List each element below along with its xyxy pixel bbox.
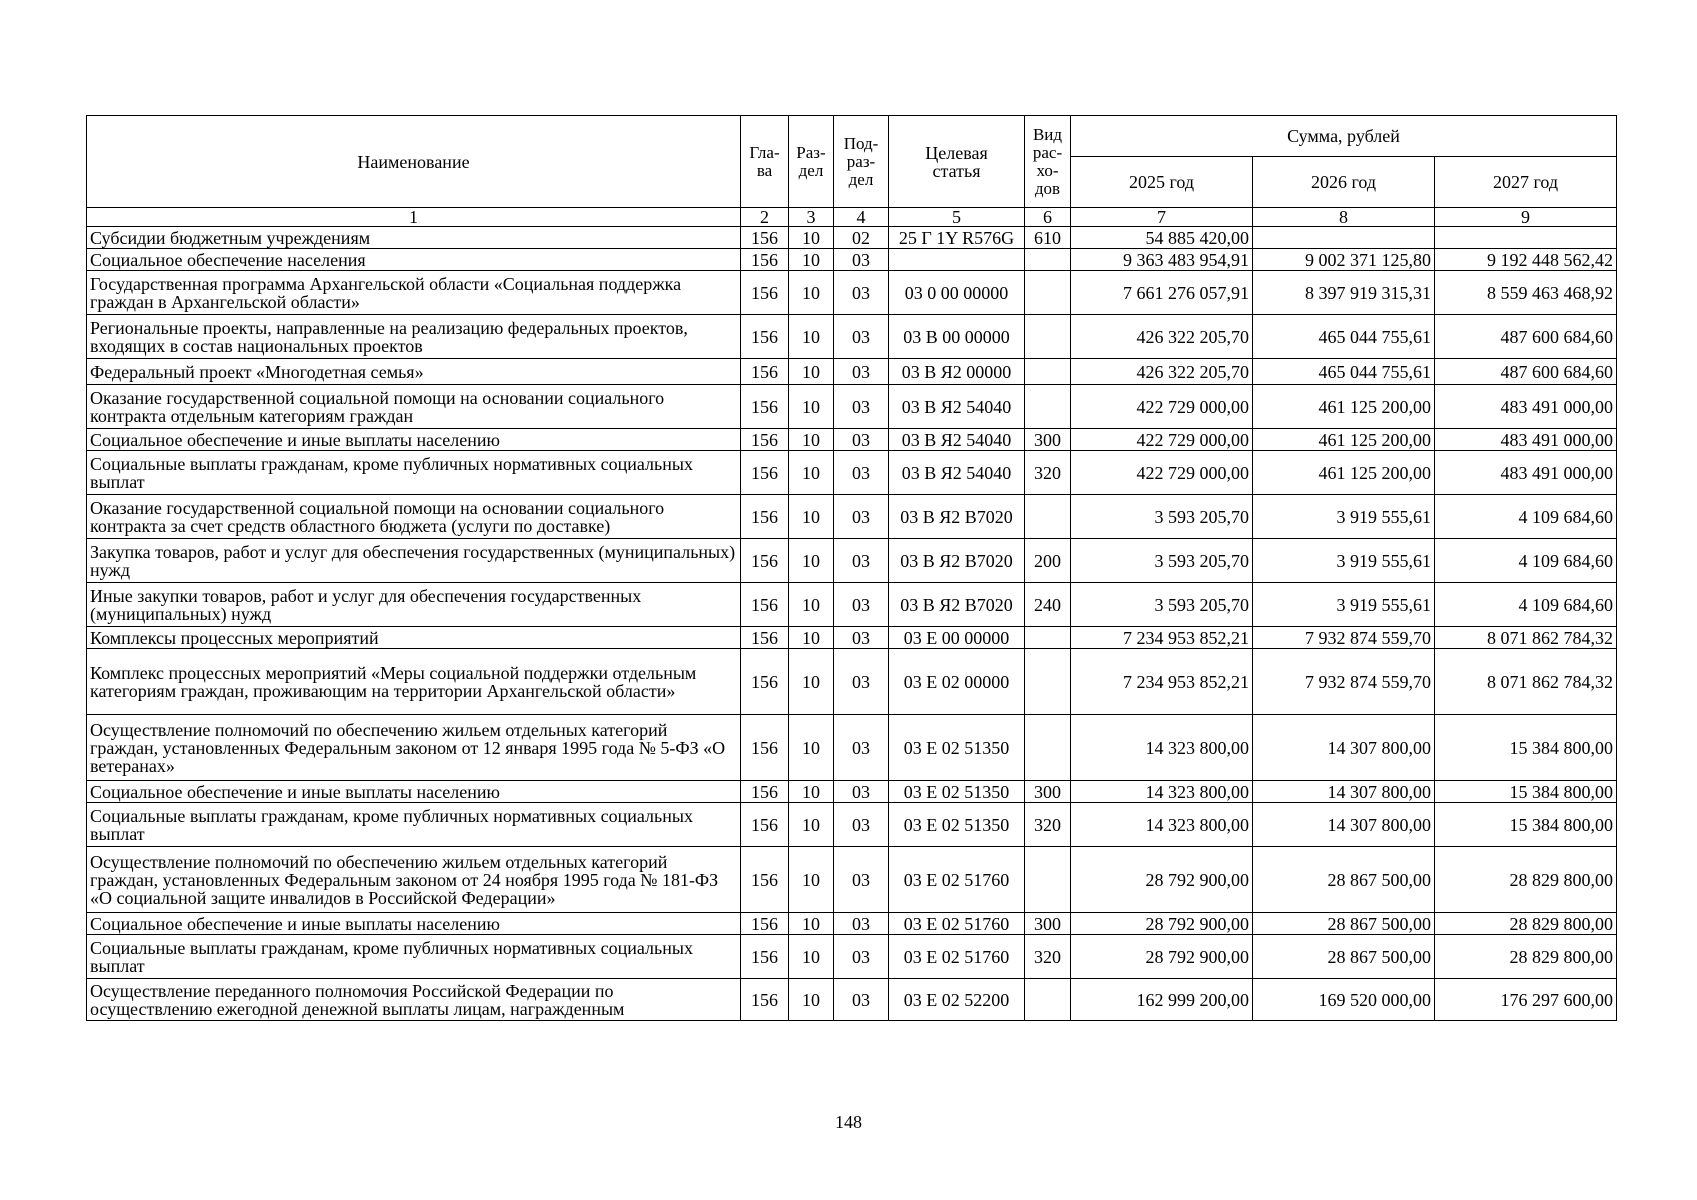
row-target-article: 03 0 00 00000 <box>889 271 1025 315</box>
row-target-article: 03 Е 02 51350 <box>889 803 1025 847</box>
table-row <box>87 249 1617 271</box>
budget-table <box>86 115 1617 1021</box>
row-razdel: 10 <box>789 227 834 249</box>
row-name: Социальные выплаты гражданам, кроме публичных нормативных социальных выплат <box>87 451 741 495</box>
table-row <box>87 583 1617 627</box>
row-target-article: 03 Е 00 00000 <box>889 627 1025 649</box>
row-name: Комплексы процессных мероприятий <box>87 627 741 649</box>
row-expense-type: 320 <box>1025 935 1071 979</box>
table-body <box>87 227 1617 1021</box>
row-amount-2026: 28 867 500,00 <box>1253 847 1435 913</box>
header-summa: Сумма, рублей <box>1071 116 1617 157</box>
row-amount-2027: 28 829 800,00 <box>1435 847 1617 913</box>
table-row <box>87 649 1617 715</box>
row-podrazdel: 03 <box>834 979 889 1021</box>
row-podrazdel: 03 <box>834 271 889 315</box>
row-amount-2027: 8 071 862 784,32 <box>1435 649 1617 715</box>
row-amount-2027: 15 384 800,00 <box>1435 803 1617 847</box>
header-glava: Гла- ва <box>741 116 789 208</box>
row-razdel: 10 <box>789 649 834 715</box>
row-target-article: 03 В Я2 00000 <box>889 359 1025 385</box>
row-amount-2027: 483 491 000,00 <box>1435 429 1617 451</box>
column-number: 8 <box>1253 208 1435 227</box>
row-amount-2027: 8 071 862 784,32 <box>1435 627 1617 649</box>
row-podrazdel: 03 <box>834 249 889 271</box>
row-name: Иные закупки товаров, работ и услуг для обеспечения государственных (муниципальных) нужд <box>87 583 741 627</box>
column-number: 2 <box>741 208 789 227</box>
row-razdel: 10 <box>789 935 834 979</box>
row-glava: 156 <box>741 539 789 583</box>
row-target-article: 03 В Я2 В7020 <box>889 583 1025 627</box>
row-amount-2025: 7 234 953 852,21 <box>1071 649 1253 715</box>
row-razdel: 10 <box>789 847 834 913</box>
row-razdel: 10 <box>789 539 834 583</box>
row-podrazdel: 03 <box>834 649 889 715</box>
row-amount-2025: 3 593 205,70 <box>1071 583 1253 627</box>
row-razdel: 10 <box>789 271 834 315</box>
table-row <box>87 429 1617 451</box>
row-razdel: 10 <box>789 359 834 385</box>
row-razdel: 10 <box>789 781 834 803</box>
table-row <box>87 935 1617 979</box>
row-expense-type: 200 <box>1025 539 1071 583</box>
row-amount-2027: 28 829 800,00 <box>1435 935 1617 979</box>
column-number-row <box>87 208 1617 227</box>
row-razdel: 10 <box>789 429 834 451</box>
row-glava: 156 <box>741 935 789 979</box>
row-expense-type <box>1025 315 1071 359</box>
row-amount-2027: 487 600 684,60 <box>1435 359 1617 385</box>
column-number: 4 <box>834 208 889 227</box>
row-amount-2026: 465 044 755,61 <box>1253 359 1435 385</box>
row-glava: 156 <box>741 495 789 539</box>
row-name: Государственная программа Архангельской области «Социальная поддержка граждан в Архангельской области» <box>87 271 741 315</box>
row-amount-2026: 7 932 874 559,70 <box>1253 649 1435 715</box>
row-expense-type <box>1025 271 1071 315</box>
table-row <box>87 847 1617 913</box>
row-target-article: 03 Е 02 52200 <box>889 979 1025 1021</box>
row-glava: 156 <box>741 583 789 627</box>
row-name: Федеральный проект «Многодетная семья» <box>87 359 741 385</box>
row-amount-2026: 9 002 371 125,80 <box>1253 249 1435 271</box>
row-expense-type: 320 <box>1025 803 1071 847</box>
row-expense-type: 610 <box>1025 227 1071 249</box>
row-glava: 156 <box>741 913 789 935</box>
row-podrazdel: 03 <box>834 315 889 359</box>
row-amount-2025: 54 885 420,00 <box>1071 227 1253 249</box>
row-expense-type <box>1025 627 1071 649</box>
row-amount-2025: 422 729 000,00 <box>1071 385 1253 429</box>
table-row <box>87 803 1617 847</box>
row-amount-2027: 4 109 684,60 <box>1435 495 1617 539</box>
row-name: Осуществление полномочий по обеспечению жильем отдельных категорий граждан, установленных Федеральным законом от 24 ноября 1995 года № 181-ФЗ «О социальной защите инвалидов в Российской Федерации» <box>87 847 741 913</box>
row-expense-type <box>1025 359 1071 385</box>
row-glava: 156 <box>741 359 789 385</box>
column-number: 5 <box>889 208 1025 227</box>
row-amount-2026: 14 307 800,00 <box>1253 781 1435 803</box>
row-razdel: 10 <box>789 315 834 359</box>
row-expense-type: 320 <box>1025 451 1071 495</box>
row-amount-2025: 426 322 205,70 <box>1071 315 1253 359</box>
row-amount-2027: 483 491 000,00 <box>1435 385 1617 429</box>
row-podrazdel: 03 <box>834 847 889 913</box>
row-amount-2026: 169 520 000,00 <box>1253 979 1435 1021</box>
row-amount-2026: 461 125 200,00 <box>1253 451 1435 495</box>
row-target-article: 03 Е 02 51760 <box>889 913 1025 935</box>
row-razdel: 10 <box>789 385 834 429</box>
row-name: Социальное обеспечение и иные выплаты населению <box>87 913 741 935</box>
row-name: Осуществление переданного полномочия Российской Федерации по осуществлению ежегодной денежной выплаты лицам, награжденным <box>87 979 741 1021</box>
row-amount-2026 <box>1253 227 1435 249</box>
row-podrazdel: 03 <box>834 627 889 649</box>
row-amount-2025: 162 999 200,00 <box>1071 979 1253 1021</box>
table-row <box>87 359 1617 385</box>
row-podrazdel: 03 <box>834 715 889 781</box>
row-target-article: 03 В Я2 54040 <box>889 451 1025 495</box>
row-glava: 156 <box>741 979 789 1021</box>
column-number: 3 <box>789 208 834 227</box>
row-name: Социальные выплаты гражданам, кроме публичных нормативных социальных выплат <box>87 935 741 979</box>
header-vid: Вид рас- хо- дов <box>1025 116 1071 208</box>
row-target-article <box>889 249 1025 271</box>
row-amount-2026: 8 397 919 315,31 <box>1253 271 1435 315</box>
header-tsel: Целевая статья <box>889 116 1025 208</box>
row-razdel: 10 <box>789 249 834 271</box>
row-name: Социальное обеспечение и иные выплаты населению <box>87 781 741 803</box>
column-number: 9 <box>1435 208 1617 227</box>
header-year-2027: 2027 год <box>1435 157 1617 208</box>
row-razdel: 10 <box>789 583 834 627</box>
row-expense-type <box>1025 979 1071 1021</box>
row-amount-2025: 9 363 483 954,91 <box>1071 249 1253 271</box>
row-glava: 156 <box>741 429 789 451</box>
row-target-article: 03 Е 02 00000 <box>889 649 1025 715</box>
row-amount-2025: 7 661 276 057,91 <box>1071 271 1253 315</box>
row-target-article: 03 В Я2 54040 <box>889 385 1025 429</box>
row-name: Закупка товаров, работ и услуг для обеспечения государственных (муниципальных) нужд <box>87 539 741 583</box>
row-amount-2027: 28 829 800,00 <box>1435 913 1617 935</box>
table-row <box>87 715 1617 781</box>
row-amount-2025: 14 323 800,00 <box>1071 803 1253 847</box>
row-amount-2025: 7 234 953 852,21 <box>1071 627 1253 649</box>
row-name: Субсидии бюджетным учреждениям <box>87 227 741 249</box>
row-amount-2025: 28 792 900,00 <box>1071 847 1253 913</box>
table-row <box>87 227 1617 249</box>
row-amount-2026: 14 307 800,00 <box>1253 803 1435 847</box>
row-amount-2027: 8 559 463 468,92 <box>1435 271 1617 315</box>
row-amount-2026: 28 867 500,00 <box>1253 913 1435 935</box>
row-target-article: 03 В Я2 54040 <box>889 429 1025 451</box>
table-row <box>87 979 1617 1021</box>
row-amount-2027: 4 109 684,60 <box>1435 539 1617 583</box>
row-podrazdel: 02 <box>834 227 889 249</box>
row-amount-2026: 461 125 200,00 <box>1253 429 1435 451</box>
row-name: Региональные проекты, направленные на реализацию федеральных проектов, входящих в состав национальных проектов <box>87 315 741 359</box>
row-name: Комплекс процессных мероприятий «Меры социальной поддержки отдельным категориям граждан, проживающим на территории Архангельской области» <box>87 649 741 715</box>
row-glava: 156 <box>741 781 789 803</box>
row-name: Оказание государственной социальной помощи на основании социального контракта за счет средств областного бюджета (услуги по доставке) <box>87 495 741 539</box>
row-razdel: 10 <box>789 803 834 847</box>
header-year-2025: 2025 год <box>1071 157 1253 208</box>
row-podrazdel: 03 <box>834 451 889 495</box>
row-amount-2027: 483 491 000,00 <box>1435 451 1617 495</box>
row-name: Социальное обеспечение и иные выплаты населению <box>87 429 741 451</box>
row-expense-type: 240 <box>1025 583 1071 627</box>
row-podrazdel: 03 <box>834 495 889 539</box>
row-expense-type: 300 <box>1025 913 1071 935</box>
row-glava: 156 <box>741 649 789 715</box>
table-row <box>87 539 1617 583</box>
table-row <box>87 913 1617 935</box>
row-target-article: 03 Е 02 51760 <box>889 847 1025 913</box>
row-amount-2025: 14 323 800,00 <box>1071 781 1253 803</box>
row-expense-type: 300 <box>1025 781 1071 803</box>
row-glava: 156 <box>741 315 789 359</box>
row-target-article: 25 Г 1Y R576G <box>889 227 1025 249</box>
row-glava: 156 <box>741 803 789 847</box>
row-razdel: 10 <box>789 979 834 1021</box>
row-amount-2025: 3 593 205,70 <box>1071 539 1253 583</box>
row-glava: 156 <box>741 847 789 913</box>
row-amount-2027: 9 192 448 562,42 <box>1435 249 1617 271</box>
row-expense-type <box>1025 385 1071 429</box>
row-amount-2025: 3 593 205,70 <box>1071 495 1253 539</box>
row-amount-2026: 465 044 755,61 <box>1253 315 1435 359</box>
row-amount-2027: 176 297 600,00 <box>1435 979 1617 1021</box>
budget-table-container <box>86 115 1617 1021</box>
row-glava: 156 <box>741 249 789 271</box>
row-podrazdel: 03 <box>834 583 889 627</box>
row-razdel: 10 <box>789 913 834 935</box>
table-row <box>87 385 1617 429</box>
row-glava: 156 <box>741 271 789 315</box>
row-name: Социальные выплаты гражданам, кроме публичных нормативных социальных выплат <box>87 803 741 847</box>
header-name: Наименование <box>87 116 741 208</box>
row-expense-type <box>1025 649 1071 715</box>
row-amount-2025: 28 792 900,00 <box>1071 935 1253 979</box>
row-glava: 156 <box>741 715 789 781</box>
row-amount-2025: 14 323 800,00 <box>1071 715 1253 781</box>
header-razdel: Раз- дел <box>789 116 834 208</box>
row-amount-2025: 422 729 000,00 <box>1071 429 1253 451</box>
row-amount-2026: 7 932 874 559,70 <box>1253 627 1435 649</box>
column-number: 6 <box>1025 208 1071 227</box>
row-razdel: 10 <box>789 715 834 781</box>
row-name: Социальное обеспечение населения <box>87 249 741 271</box>
row-podrazdel: 03 <box>834 913 889 935</box>
row-podrazdel: 03 <box>834 781 889 803</box>
row-target-article: 03 Е 02 51350 <box>889 781 1025 803</box>
row-expense-type <box>1025 715 1071 781</box>
row-amount-2025: 422 729 000,00 <box>1071 451 1253 495</box>
row-target-article: 03 В Я2 В7020 <box>889 495 1025 539</box>
row-razdel: 10 <box>789 451 834 495</box>
row-podrazdel: 03 <box>834 539 889 583</box>
table-row <box>87 315 1617 359</box>
row-amount-2026: 3 919 555,61 <box>1253 495 1435 539</box>
row-podrazdel: 03 <box>834 803 889 847</box>
row-target-article: 03 Е 02 51760 <box>889 935 1025 979</box>
row-glava: 156 <box>741 385 789 429</box>
row-amount-2027: 15 384 800,00 <box>1435 781 1617 803</box>
row-glava: 156 <box>741 451 789 495</box>
row-target-article: 03 В 00 00000 <box>889 315 1025 359</box>
header-year-2026: 2026 год <box>1253 157 1435 208</box>
row-name: Оказание государственной социальной помощи на основании социального контракта отдельным категориям граждан <box>87 385 741 429</box>
row-amount-2027: 487 600 684,60 <box>1435 315 1617 359</box>
row-amount-2027: 4 109 684,60 <box>1435 583 1617 627</box>
table-row <box>87 495 1617 539</box>
row-expense-type <box>1025 847 1071 913</box>
row-podrazdel: 03 <box>834 935 889 979</box>
row-amount-2026: 3 919 555,61 <box>1253 583 1435 627</box>
row-razdel: 10 <box>789 627 834 649</box>
row-expense-type: 300 <box>1025 429 1071 451</box>
row-target-article: 03 Е 02 51350 <box>889 715 1025 781</box>
row-glava: 156 <box>741 227 789 249</box>
table-row <box>87 781 1617 803</box>
row-podrazdel: 03 <box>834 429 889 451</box>
row-amount-2026: 28 867 500,00 <box>1253 935 1435 979</box>
row-amount-2027 <box>1435 227 1617 249</box>
row-expense-type <box>1025 249 1071 271</box>
row-podrazdel: 03 <box>834 359 889 385</box>
row-amount-2026: 461 125 200,00 <box>1253 385 1435 429</box>
page-number: 148 <box>835 1112 862 1132</box>
row-target-article: 03 В Я2 В7020 <box>889 539 1025 583</box>
table-row <box>87 451 1617 495</box>
row-glava: 156 <box>741 627 789 649</box>
row-name: Осуществление полномочий по обеспечению жильем отдельных категорий граждан, установленных Федеральным законом от 12 января 1995 года № 5-ФЗ «О ветеранах» <box>87 715 741 781</box>
row-amount-2027: 15 384 800,00 <box>1435 715 1617 781</box>
column-number: 7 <box>1071 208 1253 227</box>
header-podrazdel: Под- раз- дел <box>834 116 889 208</box>
row-amount-2025: 426 322 205,70 <box>1071 359 1253 385</box>
row-amount-2026: 3 919 555,61 <box>1253 539 1435 583</box>
row-razdel: 10 <box>789 495 834 539</box>
row-amount-2026: 14 307 800,00 <box>1253 715 1435 781</box>
table-row <box>87 271 1617 315</box>
column-number: 1 <box>87 208 741 227</box>
table-row <box>87 627 1617 649</box>
row-podrazdel: 03 <box>834 385 889 429</box>
row-amount-2025: 28 792 900,00 <box>1071 913 1253 935</box>
row-expense-type <box>1025 495 1071 539</box>
